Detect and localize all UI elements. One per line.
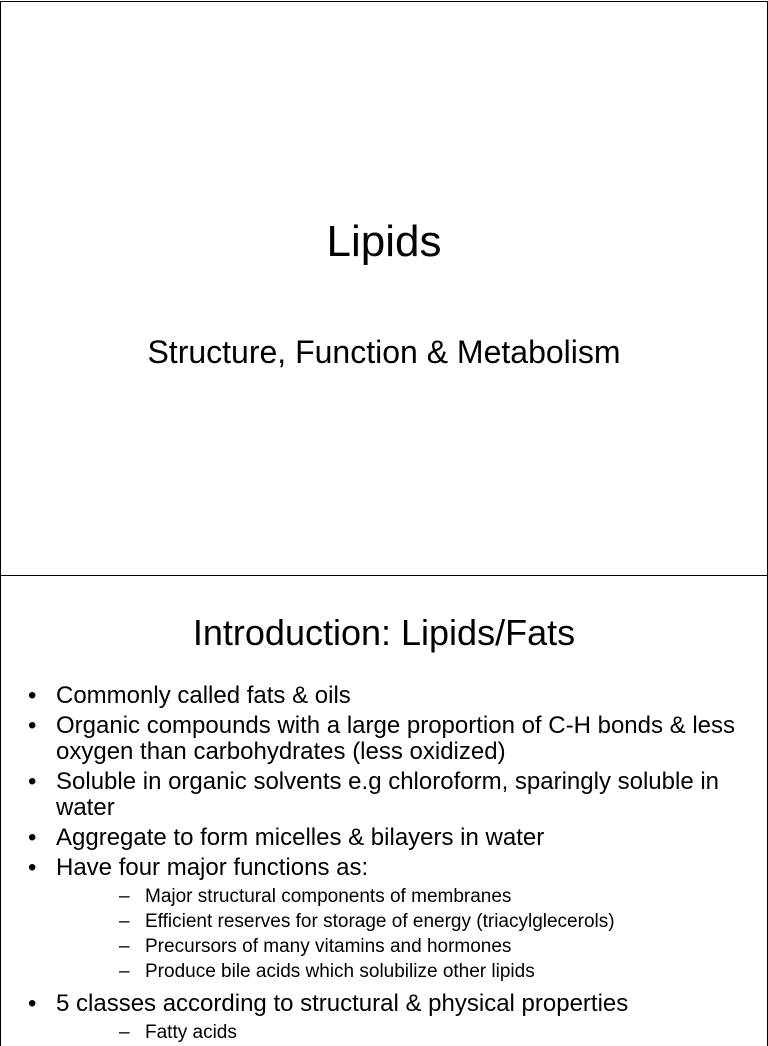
bullet-marker: • (28, 854, 37, 881)
sub-bullet-list (56, 884, 737, 984)
sub-bullet-text: Produce bile acids which solubilize other lipids (145, 961, 535, 982)
slide-title: Lipids (326, 217, 442, 266)
title-slide (0, 1, 768, 576)
sub-bullet-marker: – (119, 936, 130, 957)
slide-subtitle: Structure, Function & Metabolism (147, 334, 621, 370)
bullet-item (1, 855, 767, 984)
sub-bullet-text: Efficient reserves for storage of energy (triacylglecerols) (145, 911, 615, 932)
bullet-text: Have four major functions as: (56, 854, 369, 881)
sub-bullet-text: Precursors of many vitamins and hormones (145, 936, 512, 957)
sub-bullet-item (56, 959, 737, 984)
sub-bullet-marker: – (119, 961, 130, 982)
bullet-item (1, 769, 767, 821)
bullet-text: Commonly called fats & oils (56, 682, 351, 709)
sub-bullet-item (56, 934, 737, 959)
sub-bullet-text: Major structural components of membranes (145, 886, 512, 907)
bullet-marker: • (28, 682, 37, 709)
bullet-marker: • (28, 768, 37, 795)
bullet-text: Aggregate to form micelles & bilayers in water (56, 824, 545, 851)
slide-heading: Introduction: Lipids/Fats (192, 612, 576, 653)
bullet-marker: • (28, 712, 37, 739)
bullet-marker: • (28, 990, 37, 1017)
bullet-item (1, 713, 767, 765)
sub-bullet-item (56, 884, 737, 909)
bullet-list (1, 683, 767, 1046)
sub-bullet-marker: – (119, 911, 130, 932)
bullet-text: Organic compounds with a large proportion of C-H bonds & less oxygen than carbohydrates (less oxidized) (56, 712, 736, 765)
bullet-item (1, 825, 767, 851)
sub-bullet-marker: – (119, 1022, 130, 1043)
bullet-item (1, 991, 767, 1045)
bullet-text: 5 classes according to structural & physical properties (56, 990, 629, 1017)
sub-bullet-marker: – (119, 886, 130, 907)
sub-bullet-item (56, 909, 737, 934)
introduction-slide (0, 575, 768, 1046)
bullet-item (1, 683, 767, 709)
sub-bullet-text: Fatty acids (145, 1022, 237, 1043)
bullet-text: Soluble in organic solvents e.g chloroform, sparingly soluble in water (56, 768, 720, 821)
bullet-marker: • (28, 824, 37, 851)
